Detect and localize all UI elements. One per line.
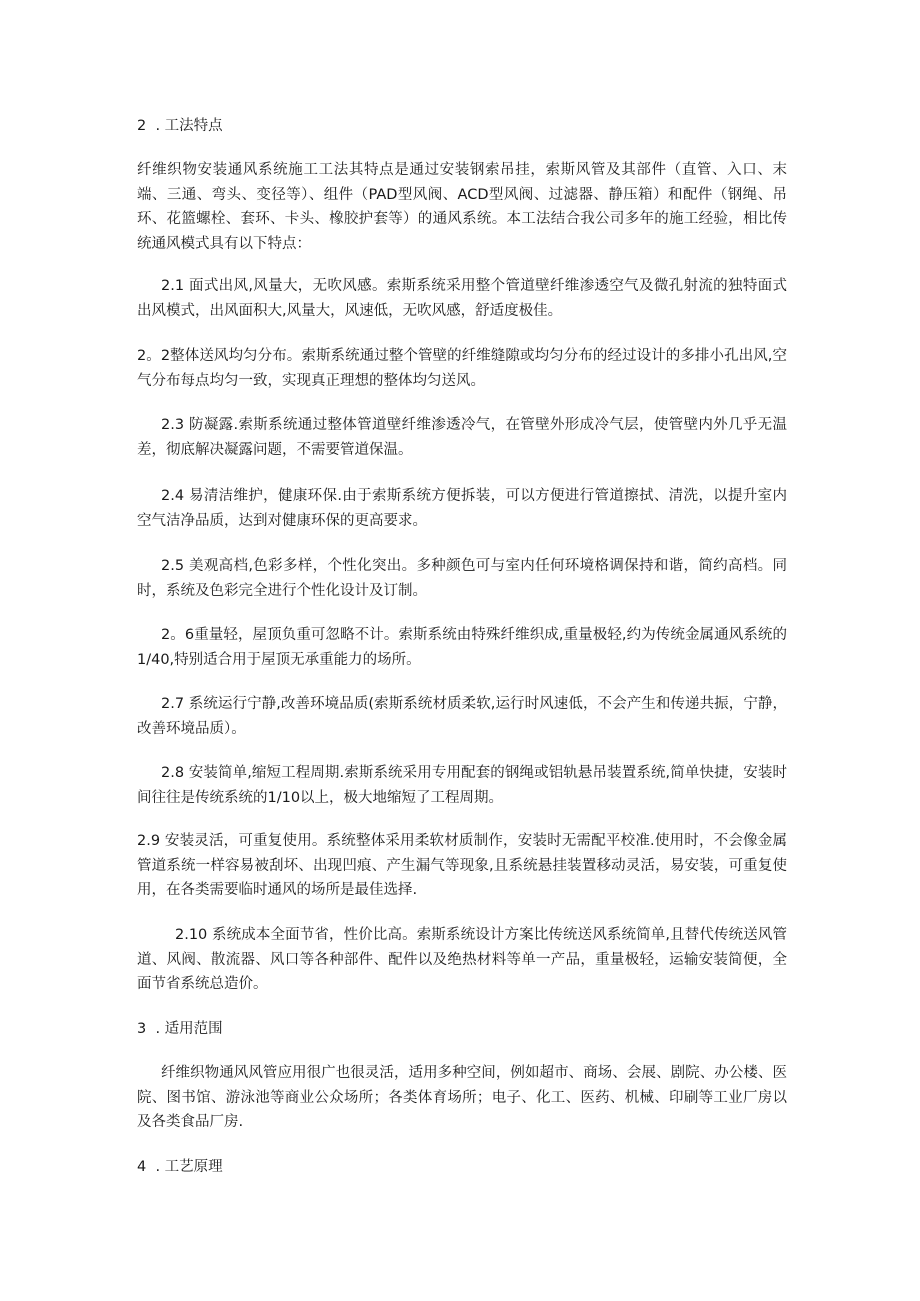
paragraph-2-8: 2.8 安装简单,缩短工程周期.索斯系统采用专用配套的钢绳或铝轨悬吊装置系统,简单快捷，安装时间往往是传统系统的1/10以上，极大地缩短了工程周期。 [137,765,787,806]
section-2-heading: 2 . 工法特点 [137,118,223,134]
paragraph-2-5: 2.5 美观高档,色彩多样，个性化突出。多种颜色可与室内任何环境格调保持和谐，简约高档。同时，系统及色彩完全进行个性化设计及订制。 [137,558,787,599]
paragraph-2-3: 2.3 防凝露.索斯系统通过整体管道壁纤维渗透冷气，在管壁外形成冷气层，使管壁内外几乎无温差，彻底解决凝露问题，不需要管道保温。 [137,417,787,458]
paragraph-2-4: 2.4 易清洁维护，健康环保.由于索斯系统方便拆装，可以方便进行管道擦拭、清洗，以提升室内空气洁净品质，达到对健康环保的更高要求。 [137,488,787,529]
paragraph-2-7: 2.7 系统运行宁静,改善环境品质(索斯系统材质柔软,运行时风速低，不会产生和传递共振，宁静，改善环境品质）。 [137,696,787,737]
paragraph-2-1: 2.1 面式出风,风量大，无吹风感。索斯系统采用整个管道壁纤维渗透空气及微孔射流的独特面式出风模式，出风面积大,风量大，风速低，无吹风感，舒适度极佳。 [137,278,787,319]
section-3-heading: 3 . 适用范围 [137,1021,223,1037]
paragraph-2-9: 2.9 安装灵活，可重复使用。系统整体采用柔软材质制作，安装时无需配平校准.使用时，不会像金属管道系统一样容易被刮坏、出现凹痕、产生漏气等现象,且系统悬挂装置移动灵活，易安装，可重复使用，在各类需要临时通风的场所是最佳选择. [137,833,787,898]
paragraph-2-2: 2。2整体送风均匀分布。索斯系统通过整个管壁的纤维缝隙或均匀分布的经过设计的多排小孔出风,空气分布每点均匀一致，实现真正理想的整体均匀送风。 [137,348,787,389]
section-4-heading: 4 . 工艺原理 [137,1159,223,1175]
section-3-body: 纤维织物通风风管应用很广也很灵活，适用多种空间，例如超市、商场、会展、剧院、办公楼、医院、图书馆、游泳池等商业公众场所；各类体育场所；电子、化工、医药、机械、印刷等工业厂房以及各类食品厂房. [137,1065,787,1130]
paragraph-2-6: 2。6重量轻，屋顶负重可忽略不计。索斯系统由特殊纤维织成,重量极轻,约为传统金属通风系统的1/40,特别适合用于屋顶无承重能力的场所。 [137,627,787,668]
paragraph-2-10: 2.10 系统成本全面节省，性价比高。索斯系统设计方案比传统送风系统简单,且替代传统送风管道、风阀、散流器、风口等各种部件、配件以及绝热材料等单一产品，重量极轻，运输安装简便，全面节省系统总造价。 [137,927,787,992]
section-2-intro: 纤维织物安装通风系统施工工法其特点是通过安装钢索吊挂，索斯风管及其部件（直管、入口、末端、三通、弯头、变径等）、组件（PAD型风阀、ACD型风阀、过滤器、静压箱）和配件（钢绳、吊环、花篮螺栓、套环、卡头、橡胶护套等）的通风系统。本工法结合我公司多年的施工经验，相比传统通风模式具有以下特点： [137,162,787,252]
